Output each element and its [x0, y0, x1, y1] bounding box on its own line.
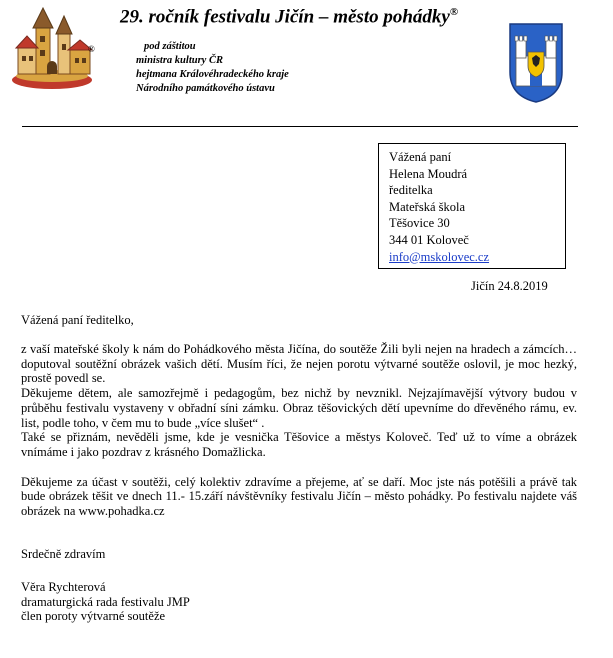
letter-date: Jičín 24.8.2019 — [471, 279, 548, 293]
coat-of-arms — [508, 22, 564, 104]
patronage-block — [136, 40, 289, 96]
patron-line: ministra kultury ČR — [136, 55, 223, 66]
address-line: Vážená paní — [389, 150, 452, 164]
signature-role: člen poroty výtvarné soutěže — [21, 609, 166, 624]
address-line: Těšovice 30 — [389, 216, 450, 231]
body-paragraph: Děkujeme dětem, ale samozřejmě i pedagogům, bez nichž by nevznikl. Nejzajímavější výtvory budou v průběhu festivalu vystaveny v obřadní síni zámku. Obraz těšovických dětí upevníme do dřevěného rámu, ev. list, podle toho, v čem mu to bude „více slušet“ . — [21, 386, 577, 430]
address-line: Mateřská škola — [389, 199, 466, 214]
body-paragraph: Děkujeme za účast v soutěži, celý kolektiv zdravíme a přejeme, ať se daří. Moc jste nás potěšili a právě tak bude obrázek těšit ve dnech 11.- 15.září návštěvníky festivalu Jičín – město pohádky. Po festivalu najdete váš obrázek na www.pohadka.cz — [21, 474, 577, 519]
patron-line: hejtmana Královéhradeckého kraje — [136, 69, 289, 80]
body-paragraph: Také se přiznám, nevěděli jsme, kde je vesnička Těšovice a městys Koloveč. Teď už to víme a obrázek vnímáme i jako pozdrav z krásného Domažlicka. — [21, 430, 577, 459]
patron-line: Národního památkového ústavu — [136, 83, 275, 94]
recipient-email-link[interactable]: info@mskolovec.cz — [389, 249, 490, 264]
paragraph-spacer — [21, 460, 577, 475]
festival-title — [120, 6, 458, 28]
signature-block — [21, 580, 190, 624]
letter-closing: Srdečně zdravím — [21, 547, 106, 561]
header-divider — [22, 126, 578, 127]
signature-role: dramaturgická rada festivalu JMP — [21, 594, 190, 609]
address-line: 344 01 Koloveč — [389, 232, 469, 247]
patron-line: pod záštitou — [144, 41, 196, 52]
address-line: Helena Moudrá — [389, 166, 468, 181]
body-paragraph: z vaší mateřské školy k nám do Pohádkového města Jičína, do soutěže Žili byli nejen na hradech a zámcích… doputoval soutěžní obrázek vašich dětí. Musím říci, že nejen porotu výtvarné soutěže oslovil, je moc hezký, prostě povedl se. — [21, 342, 577, 386]
letter-greeting: Vážená paní ředitelko, — [21, 313, 134, 327]
recipient-address-box — [378, 143, 566, 269]
registered-mark: ® — [88, 44, 95, 54]
title-registered-mark: ® — [449, 6, 459, 18]
letter-body — [21, 342, 577, 519]
jicin-coat-of-arms-icon — [508, 22, 564, 104]
festival-title-text: 29. ročník festivalu Jičín – město pohádky — [120, 6, 450, 28]
signature-name: Věra Rychterová — [21, 580, 106, 594]
address-line: ředitelka — [389, 183, 433, 198]
